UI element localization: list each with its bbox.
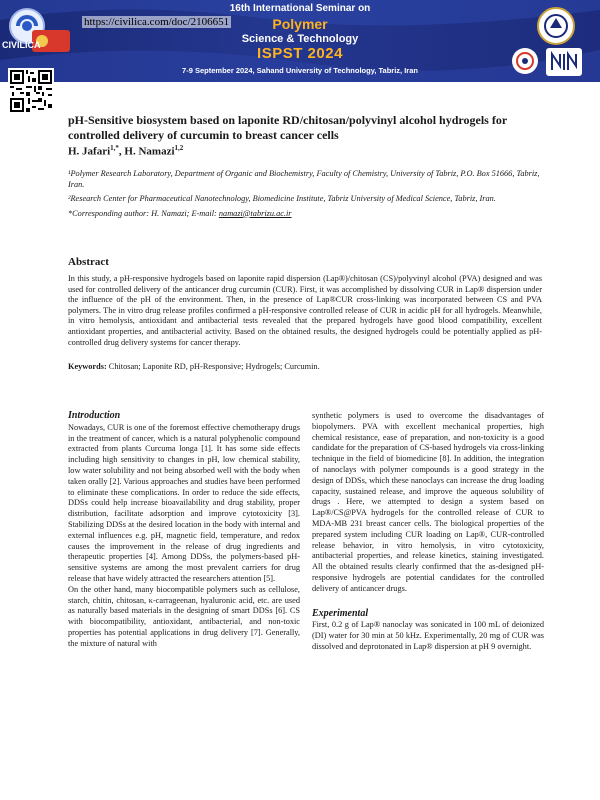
conference-banner: [0, 0, 600, 82]
institute-logo-icon: [546, 48, 582, 76]
paper-title: pH-Sensitive biosystem based on laponite RD/chitosan/polyvinyl alcohol hydrogels for controlled delivery of curcumin to breast cancer cells: [68, 113, 507, 142]
keywords-label: Keywords:: [68, 362, 107, 371]
author-affiliation-mark: 1,*: [110, 144, 119, 152]
banner-science-line: Science & Technology: [241, 33, 359, 45]
author-affiliation-mark: 1,2: [174, 144, 184, 152]
banner-seminar-line: 16th International Seminar on: [229, 3, 371, 14]
affiliation-2: ²Research Center for Pharmaceutical Nanotechnology, Biomedicine Institute, Tabriz University of Medical Science, Tabriz, Iran.: [68, 194, 496, 203]
introduction-paragraph-3: synthetic polymers is used to overcome the disadvantages of biopolymers. PVA with excellent mechanical properties, high chemical resistance, ease of preparation, and non-toxicity is a good candidate for the preparation of CS-based hydrogels via cross-linking technique in the field of biomedicine [8]. In addition, the integration of nanoclays with polymer compounds is a good strategy in the design of DDSs, which these nanoclays can increase the drug loading capacity, sustained release, and improve the aqueous solubility of drugs . Here, we attempted to design a system based on Lap®/CS@PVA hydrogels for the controlled release of CUR to MDA-MB 231 breast cancer cells. The biological properties of the prepared system including CUR loading on Lap®, CUR-controlled release behavior, in vitro hemolysis, in vitro cytotoxicity, antibacterial properties, and release kinetics, staining investigated. All the obtained results clearly confirmed that the as-designed pH-responsive hydrogels are potential candidates for the controlled delivery of anticancer drugs.: [312, 411, 544, 593]
abstract-text: In this study, a pH-responsive hydrogels based on laponite rapid dispersion (Lap®)/chitosan (CS)/polyvinyl alcohol (PVA) designed and was used for controlled delivery of the anticancer drug curcumin (CUR). First, it was accomplished by dissolving CUR in Lap® dispersion under the influence of the pH of the environment. Then, in the presence of Lap®CUR cross-linking was incorporated between CS and PVA polymers. The in vitro drug release profiles confirmed a pH-responsive controlled release of CUR in acidic pH for all hydrogels. Meanwhile, in vitro hemolysis, antioxidant and antibacterial tests revealed that the prepared hydrogels have good blood compatibility, excellent antioxidant properties, and antibacterial activity. Based on the obtained results, the designed hydrogels could be potentially applied as pH-controlled drug delivery systems for cancer therapy.: [68, 274, 542, 347]
keywords-line: [68, 362, 542, 373]
document-url[interactable]: https://civilica.com/doc/2106651: [84, 16, 230, 28]
corresponding-author: [68, 209, 548, 220]
university-seal-icon: [536, 6, 576, 46]
author-name: H. Jafari: [68, 145, 111, 158]
introduction-heading: Introduction: [68, 410, 121, 421]
civilica-label: CIVILICA: [2, 40, 41, 50]
banner-polymer-line: Polymer: [272, 16, 328, 32]
qr-code-icon[interactable]: [8, 68, 54, 114]
affiliations-block: [68, 169, 548, 223]
author-separator: ,: [118, 145, 125, 158]
keywords-list: Chitosan; Laponite RD, pH-Responsive; Hydrogels; Curcumin.: [106, 362, 320, 371]
corresponding-author-label: *Corresponding author: H. Namazi; E-mail:: [68, 208, 219, 218]
society-logo-icon: [510, 46, 540, 76]
author-name: H. Namazi: [124, 145, 175, 158]
banner-dates-line: 7-9 September 2024, Sahand University of Technology, Tabriz, Iran: [182, 66, 418, 75]
email-link[interactable]: namazi@tabrizu.ac.ir: [218, 208, 292, 218]
left-column: [68, 411, 300, 650]
banner-ispst-line: ISPST 2024: [257, 45, 343, 62]
introduction-paragraph-2: On the other hand, many biocompatible polymers such as cellulose, starch, chitin, chitosan, κ-carrageenan, hyaluronic acid, etc. are used as naturally based materials in the designing of smart DDSs [6]. CS with biocompatibility, antioxidant, antibacterial, and non-toxic properties has potential applications in drug delivery [7]. Generally, the mixture of natural with: [68, 584, 300, 648]
abstract-heading: Abstract: [68, 256, 109, 268]
author-line: [68, 144, 183, 158]
experimental-paragraph-1: First, 0.2 g of Lap® nanoclay was sonicated in 100 mL of deionized (DI) water for 30 min at 50 kHz. Experimentally, 20 mg of CUR was dissolved and deprotonated in Lap® dispersion at pH 9 overnight.: [312, 620, 544, 651]
experimental-heading: Experimental: [312, 607, 369, 619]
right-column: [312, 411, 544, 653]
affiliation-1: ¹Polymer Research Laboratory, Department of Organic and Biochemistry, Faculty of Chemistry, University of Tabriz, P.O. Box 51666, Tabriz, Iran.: [68, 169, 540, 189]
introduction-paragraph-1: Nowadays, CUR is one of the foremost effective chemotherapy drugs in the treatment of cancer, which is a natural polyphenolic compound extracted from plants Curcuma longa [1]. It has some side effects including high sensitivity to changes in pH, low chemical stability, low water solubility and not being absorbed well with the body when taken orally [2]. Various approaches and studies have been performed to eliminate these complications. In order to reduce the side effects, DDSs could help increase bioavailability and drug stability, proper distribution, facilitate adsorption and improve cytotoxicity [3]. Stabilizing DDSs at the desired location in the body with internal and external influences e.g. pH, magnetic field, temperature, and redox causes the improvement in the release of drug ingredients and therapeutic properties [4]. Among DDSs, the polymers-based pH-sensitive systems are among the most prevalent carriers for drug release that have widely attracted the researchers attention [5].: [68, 422, 300, 583]
